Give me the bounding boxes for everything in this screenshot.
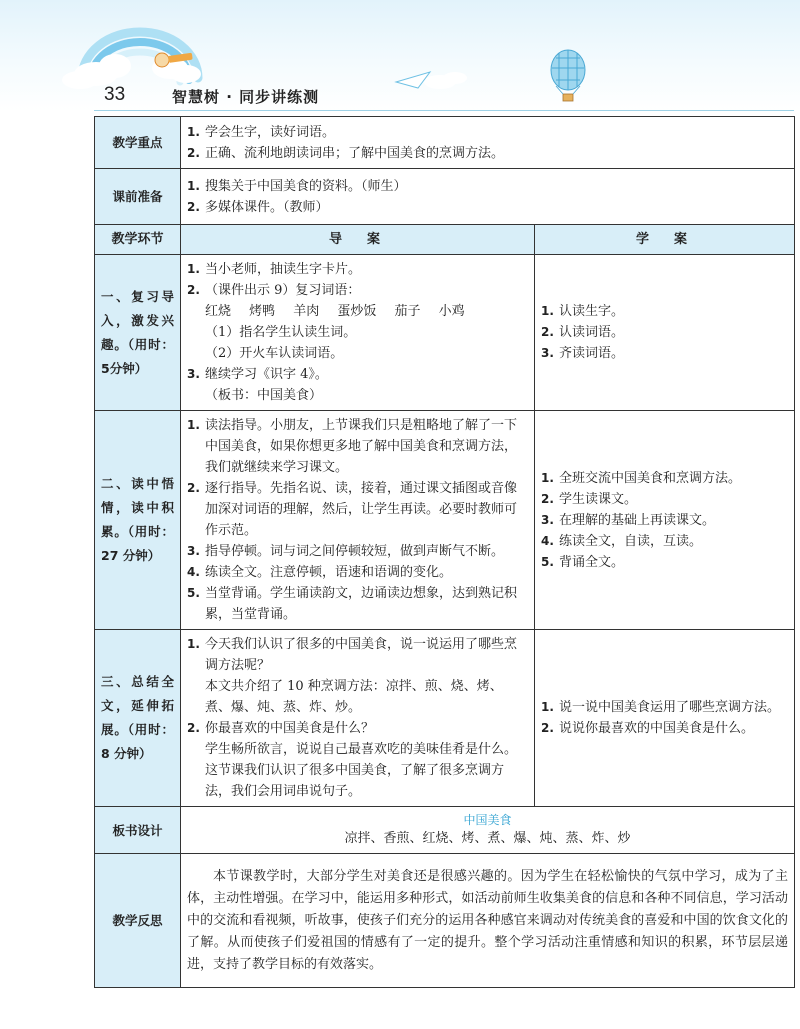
table-row-stage-1 xyxy=(95,255,795,411)
food-word-list: 红烧 烤鸭 羊肉 蛋炒饭 茄子 小鸡 xyxy=(205,304,465,319)
list-item: 3. 齐读词语。 xyxy=(541,346,625,361)
list-item: 1. 学会生字，读好词语。 xyxy=(187,124,336,140)
series-title: 智慧树 · 同步讲练测 xyxy=(172,88,320,106)
guide-subitem: 学生畅所欲言，说说自己最喜欢吃的美味佳肴是什么。 xyxy=(205,742,518,757)
list-item: 1. 当小老师，抽读生字卡片。 xyxy=(187,262,362,277)
focus-content xyxy=(181,117,795,169)
stage-1-label: 一、复习导入，激发兴趣。（用时：5分钟） xyxy=(95,255,181,411)
stage-2-study xyxy=(535,411,795,630)
page-number: 33 xyxy=(104,84,126,105)
guide-subitem: 本文共介绍了 10 种烹调方法：凉拌、煎、烧、烤、煮、爆、炖、蒸、炸、炒。 xyxy=(205,679,503,715)
table-header-row xyxy=(95,225,795,255)
list-item: 2. 认读词语。 xyxy=(541,325,625,340)
guide-subitem: （板书：中国美食） xyxy=(205,388,323,403)
list-item: 1. 说一说中国美食运用了哪些烹调方法。 xyxy=(541,700,781,715)
board-title: 中国美食 xyxy=(463,813,512,827)
guide-subitem: （1）指名学生认读生词。 xyxy=(205,325,357,340)
stage-2-label: 二、读中悟情，读中积累。（用时：27 分钟） xyxy=(95,411,181,630)
stage-1-guide xyxy=(181,255,535,411)
guide-subitem: 这节课我们认识了很多中国美食，了解了很多烹调方法，我们会用词串说句子。 xyxy=(205,763,505,799)
lesson-plan-table xyxy=(94,116,795,988)
table-row-reflection xyxy=(95,854,795,988)
list-item: 3. 指导停顿。词与词之间停顿较短，做到声断气不断。 xyxy=(187,544,505,559)
list-item: 1. 读法指导。小朋友，上节课我们只是粗略地了解了一下中国美食，如果你想更多地了解中国美食和烹调方法，我们就继续来学习课文。 xyxy=(187,418,518,475)
list-item: 2. 逐行指导。先指名说、读，接着，通过课文插图或音像加深对词语的理解，然后，让学生再读。必要时教师可作示范。 xyxy=(187,481,518,538)
board-label: 板书设计 xyxy=(95,807,181,854)
board-content: 凉拌、香煎、红烧、烤、煮、爆、炖、蒸、炸、炒 xyxy=(344,831,631,846)
prep-label: 课前准备 xyxy=(95,169,181,225)
column-header-guide: 导 案 xyxy=(181,225,535,255)
table-row-focus xyxy=(95,117,795,169)
list-item: 1. 全班交流中国美食和烹调方法。 xyxy=(541,470,742,486)
board-content-cell xyxy=(181,807,795,854)
focus-label: 教学重点 xyxy=(95,117,181,169)
hot-air-balloon-icon xyxy=(551,50,585,101)
list-item: 1. 认读生字。 xyxy=(541,304,625,319)
table-row-stage-2 xyxy=(95,411,795,630)
list-item: 4. 练读全文，自读，互读。 xyxy=(541,533,703,549)
prep-content xyxy=(181,169,795,225)
list-item: 2. 学生读课文。 xyxy=(541,491,638,507)
list-item: 2. 正确、流利地朗读词串；了解中国美食的烹调方法。 xyxy=(187,145,505,161)
list-item: 4. 练读全文。注意停顿，语速和语调的变化。 xyxy=(187,565,453,580)
stage-3-label: 三、总结全文，延伸拓展。（用时：8 分钟） xyxy=(95,630,181,807)
table-row-prep xyxy=(95,169,795,225)
list-item: 3. 继续学习《识字 4》。 xyxy=(187,367,328,382)
list-item: 2. 多媒体课件。（教师） xyxy=(187,199,329,215)
column-header-study: 学 案 xyxy=(535,225,795,255)
list-item: 5. 当堂背诵。学生诵读韵文，边诵读边想象，达到熟记积累，当堂背诵。 xyxy=(187,586,518,622)
guide-subitem: （2）开火车认读词语。 xyxy=(205,346,344,361)
list-item: 3. 在理解的基础上再读课文。 xyxy=(541,512,716,528)
column-header-stage: 教学环节 xyxy=(95,225,181,255)
stage-3-study xyxy=(535,630,795,807)
list-item: 1. 搜集关于中国美食的资料。（师生） xyxy=(187,178,407,194)
reflection-label: 教学反思 xyxy=(95,854,181,988)
stage-2-guide xyxy=(181,411,535,630)
table-row-board xyxy=(95,807,795,854)
stage-3-guide xyxy=(181,630,535,807)
reflection-text: 本节课教学时，大部分学生对美食还是很感兴趣的。因为学生在轻松愉快的气氛中学习，成为了主体，主动性增强。在学习中，能运用多种形式，如活动前师生收集美食的信息和各种不同信息，学习活动中的交流和看视频，听故事，使孩子们充分的运用各种感官来调动对传统美食的喜爱和中国的饮食文化的了解。从而使孩子们爱祖国的情感有了一定的提升。整个学习活动注重情感和知识的积累，环节层层递进，支持了教学目标的有效落实。 xyxy=(187,868,789,972)
reflection-cell xyxy=(181,854,795,988)
list-item: 2. （课件出示 9）复习词语： xyxy=(187,283,361,298)
stage-1-study xyxy=(535,255,795,411)
page-header xyxy=(0,0,800,112)
table-row-stage-3 xyxy=(95,630,795,807)
list-item: 2. 你最喜欢的中国美食是什么？ xyxy=(187,721,375,736)
list-item: 5. 背诵全文。 xyxy=(541,554,625,570)
list-item: 2. 说说你最喜欢的中国美食是什么。 xyxy=(541,721,755,736)
list-item: 1. 今天我们认识了很多的中国美食，说一说运用了哪些烹调方法呢？ xyxy=(187,637,518,673)
header-divider xyxy=(94,110,794,111)
